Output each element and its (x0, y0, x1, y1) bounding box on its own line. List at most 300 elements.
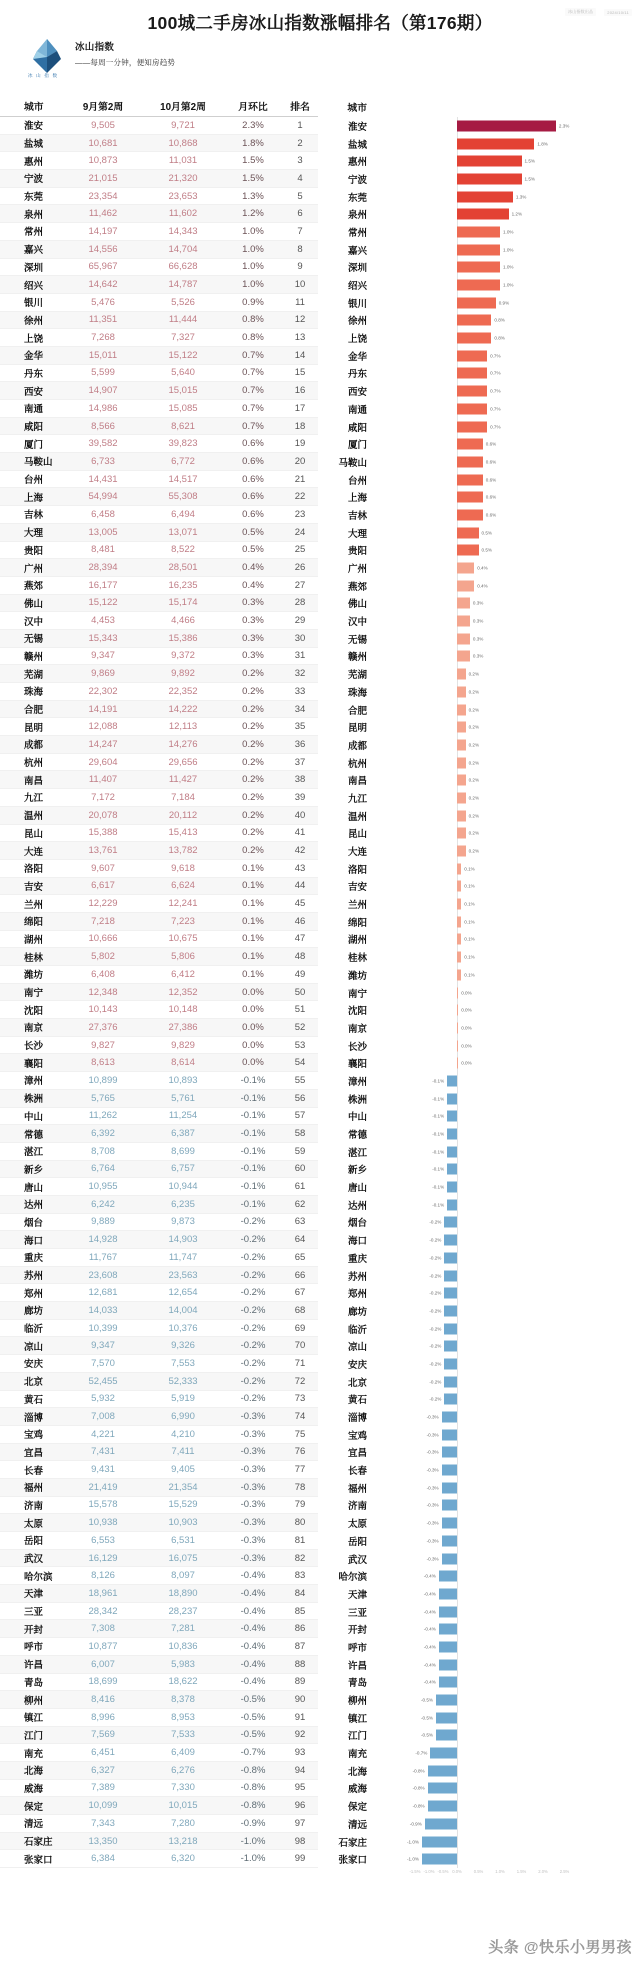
chart-city-label: 重庆 (347, 1253, 367, 1265)
chart-city-label: 厦门 (347, 440, 367, 452)
cell-oct-week2: 11,747 (168, 1251, 198, 1263)
cell-mom: 0.6% (242, 473, 264, 485)
chart-bar (447, 1164, 457, 1175)
chart-city-label: 南通 (347, 404, 367, 416)
chart-bar (457, 651, 470, 662)
cell-city: 南昌 (24, 775, 44, 787)
cell-rank: 91 (294, 1711, 306, 1723)
table-row (0, 1550, 318, 1568)
chart-bar (442, 1447, 457, 1458)
chart-plot-cell (376, 1762, 640, 1780)
cell-mom: 0.1% (242, 862, 264, 874)
cell-oct-week2: 9,405 (171, 1464, 195, 1476)
cell-oct-week2: 6,235 (171, 1198, 195, 1210)
cell-mom: -0.2% (240, 1393, 266, 1405)
cell-city: 广州 (24, 563, 44, 575)
cell-mom: 0.7% (242, 420, 264, 432)
cell-rank: 82 (294, 1552, 306, 1564)
chart-row (318, 1727, 640, 1745)
cell-oct-week2: 8,621 (171, 420, 195, 432)
chart-bar-label: 0.7% (490, 406, 501, 412)
chart-row (318, 1019, 640, 1037)
cell-city: 芜湖 (24, 669, 44, 681)
zero-axis-line (457, 1532, 458, 1550)
cell-sep-week2: 16,177 (88, 579, 118, 591)
cell-city: 兰州 (24, 899, 44, 911)
chart-bar (457, 775, 466, 786)
cell-sep-week2: 14,247 (88, 738, 118, 750)
cell-oct-week2: 6,320 (171, 1853, 195, 1865)
cell-rank: 38 (294, 774, 306, 786)
cell-mom: -0.3% (240, 1428, 266, 1440)
chart-bar-label: -0.2% (429, 1326, 442, 1332)
chart-city-label: 北京 (347, 1377, 367, 1389)
cell-mom: 0.3% (242, 650, 264, 662)
chart-bar-label: 1.0% (503, 282, 514, 288)
zero-axis-line (457, 1391, 458, 1409)
chart-bar-label: -0.3% (426, 1520, 439, 1526)
table-row (0, 382, 318, 400)
chart-city-label: 沈阳 (347, 1006, 367, 1018)
cell-city: 达州 (24, 1200, 44, 1212)
chart-bar-label: 0.2% (468, 724, 480, 730)
cell-rank: 16 (294, 385, 306, 397)
cell-city: 烟台 (24, 1217, 44, 1229)
zero-axis-line (457, 1497, 458, 1515)
cell-city: 呼市 (24, 1642, 44, 1654)
table-row (0, 152, 318, 170)
cell-city: 合肥 (24, 705, 44, 717)
chart-row (318, 1054, 640, 1072)
chart-plot-cell (376, 1833, 640, 1851)
chart-bar (457, 739, 466, 750)
cell-rank: 28 (294, 597, 306, 609)
chart-plot-cell (376, 1214, 640, 1232)
chart-city-label: 珠海 (347, 687, 367, 699)
chart-bar (439, 1659, 457, 1670)
chart-row (318, 984, 640, 1002)
chart-bar (457, 191, 513, 202)
cell-mom: -0.1% (240, 1181, 266, 1193)
cell-sep-week2: 12,348 (88, 986, 118, 998)
chart-city-label: 苏州 (347, 1271, 367, 1283)
cell-sep-week2: 9,869 (91, 668, 115, 680)
cell-oct-week2: 10,868 (168, 137, 198, 149)
cell-mom: -0.8% (240, 1782, 266, 1794)
chart-city-label: 无锡 (347, 634, 367, 646)
cell-rank: 99 (294, 1853, 306, 1865)
table-row (0, 1479, 318, 1497)
zero-axis-line (457, 1320, 458, 1338)
cell-city: 湛江 (24, 1147, 44, 1159)
cell-city: 惠州 (24, 156, 44, 168)
cell-mom: 2.3% (242, 119, 264, 131)
cell-sep-week2: 11,462 (88, 208, 118, 220)
cell-mom: -0.3% (240, 1517, 266, 1529)
chart-city-label: 芜湖 (347, 670, 367, 682)
chart-city-label: 石家庄 (338, 1837, 367, 1849)
cell-city: 温州 (24, 811, 44, 823)
chart-row (318, 842, 640, 860)
chart-plot-cell (376, 913, 640, 931)
cell-rank: 66 (294, 1269, 306, 1281)
table-row (0, 1090, 318, 1108)
chart-row (318, 542, 640, 560)
chart-bar (457, 120, 556, 131)
col-header-oct-week2: 10月第2周 (160, 102, 206, 113)
cell-city: 廊坊 (24, 1306, 44, 1318)
table-row (0, 223, 318, 241)
table-row (0, 648, 318, 666)
cell-rank: 62 (294, 1198, 306, 1210)
cell-rank: 63 (294, 1216, 306, 1228)
chart-row (318, 117, 640, 135)
cell-city: 上海 (24, 492, 44, 504)
chart-bar (457, 969, 461, 980)
cell-rank: 34 (294, 703, 306, 715)
col-header-sep-week2: 9月第2周 (82, 102, 124, 113)
table-row (0, 807, 318, 825)
cell-city: 黄石 (24, 1394, 44, 1406)
cell-oct-week2: 16,235 (168, 579, 198, 591)
cell-sep-week2: 22,302 (88, 685, 118, 697)
chart-city-label: 常德 (347, 1130, 367, 1142)
cell-oct-week2: 15,085 (168, 402, 198, 414)
cell-oct-week2: 15,015 (168, 385, 198, 397)
cell-sep-week2: 28,394 (88, 562, 118, 574)
chart-bar-label: -0.1% (432, 1184, 445, 1190)
chart-bar-label: 0.3% (472, 653, 484, 659)
chart-plot-cell (376, 1585, 640, 1603)
cell-mom: -0.3% (240, 1552, 266, 1564)
cell-rank: 58 (294, 1128, 306, 1140)
chart-plot-cell (376, 294, 640, 312)
cell-oct-week2: 5,640 (171, 367, 195, 379)
cell-sep-week2: 10,877 (88, 1640, 118, 1652)
zero-axis-line (457, 1674, 458, 1692)
chart-row (318, 1090, 640, 1108)
chart-plot-cell (376, 170, 640, 188)
chart-bar-label: -0.4% (423, 1573, 436, 1579)
zero-axis-line (457, 1550, 458, 1568)
cell-city: 郑州 (24, 1288, 44, 1300)
cell-sep-week2: 8,126 (91, 1570, 115, 1582)
cell-oct-week2: 8,614 (171, 1057, 195, 1069)
cell-oct-week2: 15,413 (168, 827, 198, 839)
chart-city-label: 安庆 (347, 1359, 367, 1371)
cell-city: 清远 (24, 1819, 44, 1831)
chart-bar-label: -0.7% (415, 1750, 428, 1756)
chart-bar-label: -0.5% (421, 1732, 434, 1738)
cell-oct-week2: 6,772 (171, 455, 195, 467)
cell-rank: 97 (294, 1817, 306, 1829)
zero-axis-line (457, 1373, 458, 1391)
chart-bar (457, 474, 483, 485)
cell-mom: -0.1% (240, 1128, 266, 1140)
cell-sep-week2: 7,172 (91, 791, 115, 803)
chart-city-label: 汉中 (347, 617, 367, 629)
chart-bar (436, 1695, 457, 1706)
corner-tag-group (565, 8, 632, 16)
chart-bar-label: -0.2% (429, 1396, 442, 1402)
chart-city-label: 宁波 (347, 174, 367, 186)
table-row (0, 1125, 318, 1143)
chart-plot-cell (376, 789, 640, 807)
chart-plot-cell (376, 1408, 640, 1426)
chart-bar (439, 1624, 457, 1635)
cell-oct-week2: 10,148 (168, 1004, 198, 1016)
chart-plot-cell (376, 453, 640, 471)
cell-oct-week2: 14,787 (168, 279, 198, 291)
cell-rank: 45 (294, 898, 306, 910)
table-row (0, 1497, 318, 1515)
cell-mom: 0.6% (242, 491, 264, 503)
chart-row (318, 1108, 640, 1126)
table-row (0, 1674, 318, 1692)
cell-rank: 81 (294, 1534, 306, 1546)
chart-city-label: 三亚 (347, 1607, 367, 1619)
chart-row (318, 1638, 640, 1656)
corner-chip-1: 2024/10/11 (604, 9, 632, 16)
zero-axis-line (457, 1214, 458, 1232)
chart-row (318, 860, 640, 878)
cell-city: 开封 (24, 1624, 44, 1636)
cell-oct-week2: 4,210 (171, 1428, 195, 1440)
cell-oct-week2: 14,517 (168, 473, 198, 485)
chart-plot-cell (376, 1674, 640, 1692)
col-header-city: 城市 (24, 102, 44, 113)
chart-plot-cell (376, 1479, 640, 1497)
chart-row (318, 1391, 640, 1409)
chart-city-label: 九江 (347, 793, 367, 805)
cell-oct-week2: 6,624 (171, 880, 195, 892)
cell-city: 嘉兴 (24, 245, 44, 257)
chart-bar (442, 1482, 457, 1493)
cell-oct-week2: 8,699 (171, 1145, 195, 1157)
cell-sep-week2: 23,354 (88, 190, 118, 202)
cell-city: 珠海 (24, 687, 44, 699)
chart-bar-label: -0.8% (412, 1785, 425, 1791)
chart-plot-cell (376, 1780, 640, 1798)
cell-mom: -0.3% (240, 1411, 266, 1423)
zero-axis-line (457, 1108, 458, 1126)
cell-rank: 31 (294, 650, 306, 662)
chart-plot-cell (376, 771, 640, 789)
chart-row (318, 506, 640, 524)
cell-sep-week2: 8,708 (91, 1145, 115, 1157)
cell-rank: 24 (294, 526, 306, 538)
table-row (0, 966, 318, 984)
table-row (0, 117, 318, 135)
cell-oct-week2: 55,308 (168, 491, 198, 503)
cell-oct-week2: 14,004 (168, 1304, 198, 1316)
cell-rank: 61 (294, 1181, 306, 1193)
table-row (0, 754, 318, 772)
chart-city-label: 赣州 (347, 652, 367, 664)
cell-oct-week2: 28,501 (168, 562, 198, 574)
cell-oct-week2: 8,522 (171, 544, 195, 556)
chart-bar-label: -0.2% (429, 1290, 442, 1296)
cell-sep-week2: 65,967 (88, 261, 118, 273)
chart-city-label: 大理 (347, 528, 367, 540)
cell-oct-week2: 7,280 (171, 1817, 195, 1829)
chart-bar (444, 1305, 457, 1316)
cell-sep-week2: 5,476 (91, 296, 115, 308)
cell-city: 重庆 (24, 1253, 44, 1265)
chart-plot-cell (376, 1444, 640, 1462)
table-row (0, 1408, 318, 1426)
cell-mom: -1.0% (240, 1835, 266, 1847)
chart-city-label: 咸阳 (347, 422, 367, 434)
chart-bar-label: 0.9% (498, 300, 510, 306)
watermark: 头条 @快乐小男男孩 (488, 1939, 632, 1956)
cell-sep-week2: 9,827 (91, 1039, 115, 1051)
chart-bar (444, 1252, 457, 1263)
chart-bar-label: 0.5% (481, 547, 492, 553)
chart-bar (457, 863, 461, 874)
cell-oct-week2: 18,622 (168, 1676, 198, 1688)
chart-city-label: 昆明 (347, 723, 367, 735)
chart-plot-cell (376, 665, 640, 683)
chart-bar (457, 881, 461, 892)
cell-sep-week2: 16,129 (88, 1552, 118, 1564)
table-row (0, 1320, 318, 1338)
cell-sep-week2: 10,938 (88, 1517, 118, 1529)
cell-rank: 53 (294, 1039, 306, 1051)
chart-plot-cell (376, 1019, 640, 1037)
chart-plot-cell (376, 542, 640, 560)
chart-city-label: 银川 (347, 298, 367, 310)
cell-sep-week2: 6,617 (91, 880, 115, 892)
chart-city-label: 许昌 (347, 1660, 367, 1672)
chart-bar-label: 1.0% (503, 264, 514, 270)
table-row (0, 205, 318, 223)
chart-row (318, 1815, 640, 1833)
chart-city-label: 西安 (347, 387, 367, 399)
cell-rank: 54 (294, 1057, 306, 1069)
cell-rank: 96 (294, 1800, 306, 1812)
cell-sep-week2: 14,191 (88, 703, 118, 715)
chart-bar-label: 0.1% (464, 936, 475, 942)
zero-axis-line (457, 1196, 458, 1214)
chart-plot-cell (376, 1620, 640, 1638)
cell-sep-week2: 52,455 (88, 1375, 118, 1387)
cell-mom: 0.2% (242, 721, 264, 733)
chart-city-label: 绍兴 (347, 281, 367, 293)
table-row (0, 1391, 318, 1409)
chart-row (318, 1444, 640, 1462)
chart-city-label: 台州 (347, 475, 367, 487)
chart-city-label: 株洲 (347, 1094, 367, 1106)
chart-bar-label: -0.1% (432, 1113, 445, 1119)
cell-mom: 1.0% (242, 243, 264, 255)
chart-plot-cell (376, 1072, 640, 1090)
cell-oct-week2: 6,276 (171, 1764, 195, 1776)
chart-bar (457, 987, 458, 998)
chart-bar (457, 704, 466, 715)
table-row (0, 860, 318, 878)
cell-oct-week2: 14,903 (168, 1234, 198, 1246)
cell-sep-week2: 39,582 (88, 438, 118, 450)
chart-city-label: 上海 (347, 493, 367, 505)
cell-city: 宝鸡 (24, 1430, 44, 1442)
cell-rank: 3 (297, 155, 303, 167)
chart-city-label: 武汉 (347, 1554, 367, 1566)
cell-sep-week2: 11,407 (88, 774, 118, 786)
chart-bar (457, 156, 522, 167)
chart-bar (439, 1641, 457, 1652)
chart-bar-label: -0.1% (432, 1131, 445, 1137)
chart-plot-cell (376, 1249, 640, 1267)
chart-city-label: 贵阳 (347, 546, 367, 558)
table-row (0, 878, 318, 896)
cell-oct-week2: 15,122 (168, 349, 198, 361)
chart-plot-cell (376, 1267, 640, 1285)
brand-name: 冰山指数 (75, 42, 115, 53)
chart-bar-label: 0.4% (477, 565, 488, 571)
chart-bar-label: -0.2% (429, 1273, 442, 1279)
cell-mom: 0.1% (242, 968, 264, 980)
cell-oct-week2: 12,241 (168, 898, 198, 910)
cell-sep-week2: 7,570 (91, 1357, 115, 1369)
chart-plot-cell (376, 1550, 640, 1568)
chart-row (318, 1267, 640, 1285)
chart-plot-cell (376, 365, 640, 383)
chart-city-label: 深圳 (347, 263, 367, 275)
chart-city-label: 合肥 (347, 705, 367, 717)
chart-bar-label: 0.0% (461, 1043, 472, 1049)
cell-city: 常德 (24, 1129, 44, 1141)
chart-city-label: 南京 (347, 1023, 367, 1035)
chart-bar-label: -0.1% (432, 1078, 445, 1084)
chart-bar-label: 0.1% (464, 901, 475, 907)
chart-plot-cell (376, 1161, 640, 1179)
table-row (0, 135, 318, 153)
cell-rank: 43 (294, 862, 306, 874)
chart-bar (457, 952, 461, 963)
chart-city-label: 达州 (347, 1200, 367, 1212)
cell-rank: 79 (294, 1499, 306, 1511)
cell-sep-week2: 5,802 (91, 951, 115, 963)
cell-oct-week2: 29,656 (168, 756, 198, 768)
cell-mom: -0.7% (240, 1747, 266, 1759)
chart-bar-label: -1.0% (407, 1839, 420, 1845)
chart-bar (447, 1182, 457, 1193)
chart-row (318, 1214, 640, 1232)
chart-row (318, 1426, 640, 1444)
chart-bar-label: 0.6% (485, 494, 497, 500)
chart-bar (436, 1712, 457, 1723)
chart-city-label: 张家口 (338, 1855, 367, 1867)
chart-bar (457, 386, 487, 397)
cell-city: 赣州 (24, 651, 44, 663)
table-row (0, 542, 318, 560)
chart-bar (447, 1093, 457, 1104)
chart-bar-label: 0.2% (468, 760, 480, 766)
chart-plot-cell (376, 400, 640, 418)
chart-row (318, 418, 640, 436)
cell-rank: 15 (294, 367, 306, 379)
chart-bar (457, 616, 470, 627)
zero-axis-line (457, 1762, 458, 1780)
cell-oct-week2: 8,378 (171, 1694, 195, 1706)
cell-oct-week2: 10,015 (168, 1800, 198, 1812)
chart-plot-cell (376, 736, 640, 754)
cell-rank: 64 (294, 1234, 306, 1246)
cell-city: 长沙 (24, 1041, 44, 1053)
table-row (0, 1762, 318, 1780)
table-row (0, 1638, 318, 1656)
